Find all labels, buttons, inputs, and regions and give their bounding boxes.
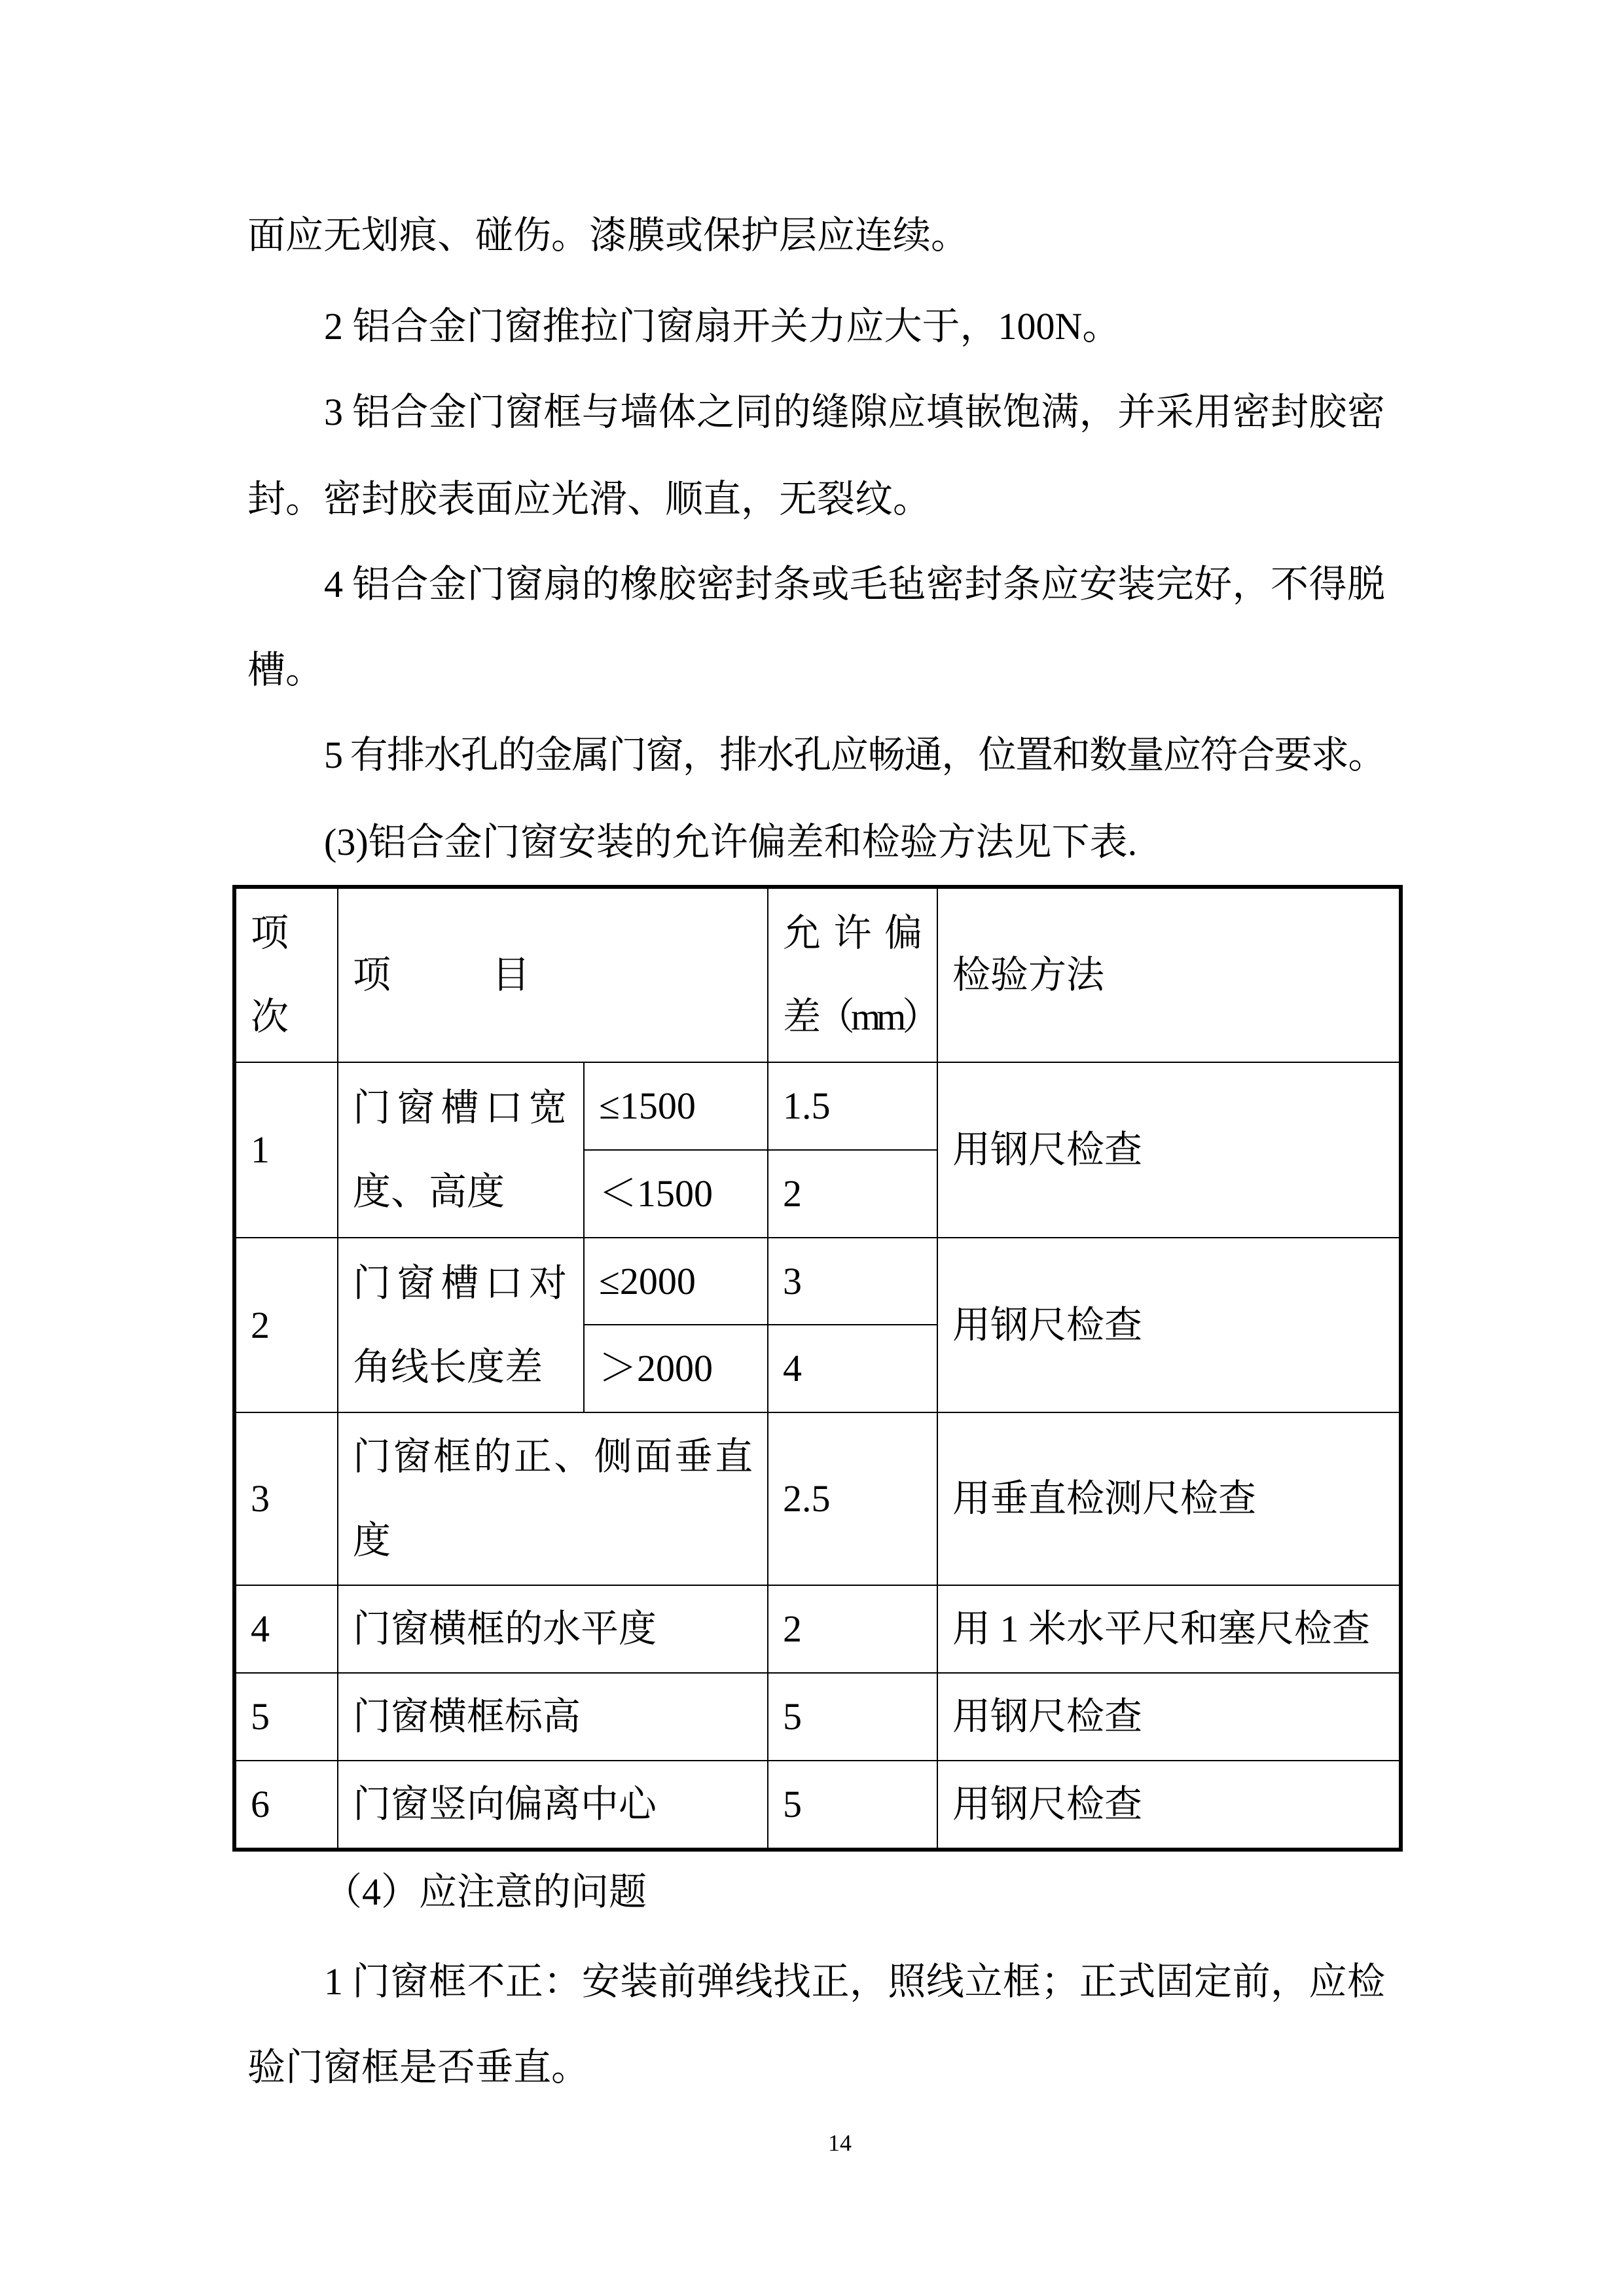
row-item-line: 角线长度差 [353,1345,543,1388]
row-range: ≤1500 [599,1085,696,1127]
row-index-cell [234,1585,338,1673]
row-range: ＜1500 [599,1172,713,1215]
row-tolerance: 2 [783,1172,803,1215]
row-item-line: 度 [353,1519,391,1562]
row-item: 门窗竖向偏离中心 [353,1783,657,1825]
body-line: 1 门窗框不正：安装前弹线找正，照线立框；正式固定前，应检 [324,1960,1384,2003]
header-method-cell [937,887,1401,1062]
row-range: ≤2000 [599,1259,696,1302]
row-tolerance-cell [768,1325,937,1412]
body-line: 验门窗框是否垂直。 [247,2046,590,2089]
table-row [234,1585,1401,1673]
row-method: 用钢尺检查 [952,1303,1143,1346]
row-index: 3 [251,1477,270,1520]
row-item-line: 度、高度 [353,1170,505,1213]
body-line: 槽。 [247,649,324,691]
row-item: 门窗横框标高 [353,1695,581,1738]
row-index: 5 [251,1695,270,1738]
row-method: 用垂直检测尺检查 [952,1477,1257,1520]
row-index: 2 [251,1303,270,1346]
row-tolerance-cell [768,1238,937,1325]
row-tolerance-cell [768,1585,937,1673]
row-index-cell [234,1761,338,1850]
page-number: 14 [828,2130,852,2156]
row-method-cell [937,1412,1401,1585]
row-tolerance-cell [768,1673,937,1761]
row-tolerance: 2 [783,1607,803,1650]
row-item-cell [338,1585,768,1673]
header-item-cell [338,887,768,1062]
row-tolerance: 4 [783,1347,803,1390]
row-item-cell [338,1412,768,1585]
row-tolerance-cell [768,1062,937,1150]
header-tolerance-line: 允许偏 [783,912,923,954]
row-index: 1 [251,1128,270,1171]
row-index: 6 [251,1783,270,1825]
row-item-cell [338,1238,584,1412]
section-heading: （4）应注意的问题 [324,1871,647,1913]
row-index-cell [234,1673,338,1761]
header-tolerance-line: 差（mm） [783,996,937,1038]
row-tolerance: 2.5 [783,1477,831,1520]
body-line: 封。密封胶表面应光滑、顺直，无裂纹。 [247,478,931,520]
table-row [234,1238,1401,1325]
row-range: ＞2000 [599,1347,713,1390]
row-item-line: 门窗槽口对 [353,1261,567,1304]
row-tolerance: 5 [783,1783,803,1825]
header-index-line: 次 [251,996,289,1038]
row-item: 门窗横框的水平度 [353,1607,657,1650]
row-method-cell [937,1761,1401,1850]
row-method-cell [937,1585,1401,1673]
row-method: 用 1 米水平尺和塞尺检查 [952,1607,1371,1650]
row-index-cell [234,1238,338,1412]
row-tolerance-cell [768,1761,937,1850]
row-tolerance: 5 [783,1695,803,1738]
table-row [234,1062,1401,1150]
row-method: 用钢尺检查 [952,1695,1143,1738]
row-tolerance: 3 [783,1259,803,1302]
row-range-cell [584,1150,768,1238]
table-row [234,1761,1401,1850]
body-line: 4 铝合金门窗扇的橡胶密封条或毛毡密封条应安装完好，不得脱 [324,563,1384,605]
row-method-cell [937,1062,1401,1238]
body-line: 5 有排水孔的金属门窗，排水孔应畅通，位置和数量应符合要求。 [324,734,1384,776]
row-method: 用钢尺检查 [952,1128,1143,1171]
row-index: 4 [251,1607,270,1650]
table-row [234,1673,1401,1761]
row-range-cell [584,1325,768,1412]
row-tolerance: 1.5 [783,1085,831,1127]
tolerance-table [232,885,1403,1852]
body-line: 面应无划痕、碰伤。漆膜或保护层应连续。 [247,214,969,257]
row-method: 用钢尺检查 [952,1783,1143,1825]
row-item-cell [338,1761,768,1850]
row-item-line: 门窗槽口宽 [353,1086,567,1129]
header-tolerance-cell [768,887,937,1062]
row-method-cell [937,1673,1401,1761]
body-line: 3 铝合金门窗框与墙体之同的缝隙应填嵌饱满，并采用密封胶密 [324,391,1384,433]
table-row [234,1412,1401,1585]
table-caption: (3)铝合金门窗安装的允许偏差和检验方法见下表. [324,821,1138,863]
row-range-cell [584,1062,768,1150]
table-header-row [234,887,1401,1062]
row-tolerance-cell [768,1150,937,1238]
body-line: 2 铝合金门窗推拉门窗扇开关力应大于，100N。 [324,305,1121,348]
row-method-cell [937,1238,1401,1412]
header-index-line: 项 [251,912,289,954]
row-item-cell [338,1673,768,1761]
row-index-cell [234,1412,338,1585]
row-item-cell [338,1062,584,1238]
row-range-cell [584,1238,768,1325]
header-index-cell [234,887,338,1062]
header-item-label: 项 目 [353,954,530,996]
row-item-line: 门窗框的正、侧面垂直 [353,1435,753,1478]
row-index-cell [234,1062,338,1238]
header-method-label: 检验方法 [952,954,1105,996]
row-tolerance-cell [768,1412,937,1585]
